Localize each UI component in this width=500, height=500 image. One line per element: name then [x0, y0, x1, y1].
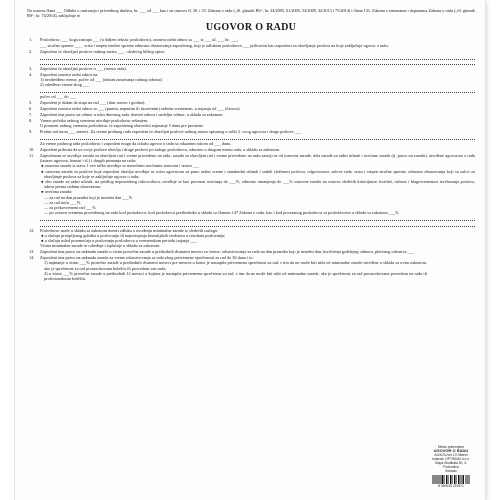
- clause-line: Zaposleni će obavljati poslove radnog mesta ___ , sledećeg bližeg opisa:: [40, 48, 165, 54]
- clause-number: 9.: [29, 129, 33, 135]
- clause-line: Zaposlenom se utvrđuje zarada za obavljeni rad i vreme provedeno na radu, zarada za obavljeni rad i vreme provedeno na radu sastoji se od osnovne zarade, dela zarade za radni učinak i uvećane zarade (tj. pravo na zaradu), utvrđene ugovorom o radu (izuzev ugovora, bonusi i sl.) i drugih primanja na radu:: [40, 152, 475, 164]
- imprint-line: Mapa Sindikata 40, 3. Podomlica: [435, 461, 467, 469]
- fill-line: [40, 134, 475, 140]
- intro-paragraph: Na osnovu člana ___ Odluke o osnivanju i privrednog društva, br. ___ od ___ kao i na osnovu čl. 30. i 33. Zakona o radu („Sl. glasnik RS“, br. 24/2005, 61/2005, 54/2009, 32/2013 i 75/2014) i člana 131. Zakona o izmenama i dopunama Zakona o radu („Sl. glasnik RS“, br. 74/2014), zaključuje se: [27, 8, 475, 19]
- fill-line: [40, 88, 475, 94]
- salary-bullet: ● osnovna zarada za poslove koje zaposleni obavlja utvrđuje se ovim ugovorom za puno radno vreme i standardni učinak i sadrži složenost poslova, odgovornost, uslove rada, vrstu i stepen stručne spreme, odnosno obrazovanja koji su uslov za obavljanje poslova za koje se zaključuje ugovor o radu;: [41, 168, 475, 179]
- clause-number: 12.: [29, 227, 35, 233]
- imprint-line: AU/KOL/ver 13 Sistem: [434, 453, 468, 457]
- clause-line: Poslodavac: ___ koga zastupa ___ (u daljem tekstu: poslodavac), zasniva radni odnos sa ___ iz ___ ul. ___ br. ___,: [40, 37, 239, 43]
- clause-line: 2) određeno vreme zbog ___: [40, 82, 90, 88]
- clause-9: [27, 129, 475, 140]
- clause-number: 2.: [29, 48, 33, 54]
- clause-subitem: 2) u visini ___% prosečne zarade u prethodnih 12 meseci u kojima je nastupila privremena sprečenost za rad, s tim da ne može biti niža od minimalne zarade, ako je sprečenost za rad prouzrokovana povredom na radu ili profesionalnom bolešću.: [44, 270, 427, 281]
- clause-number: 13.: [29, 249, 35, 255]
- publisher-imprint: [429, 445, 473, 488]
- clause-line: Zaposleni ima pravo na naknadu zarade u visini prosečne zarade u prethodnih dvanaest meseci za vreme: odsustvovanja sa rada na dan praznika koji je neradni dan, korišćenja godišnjeg odmora, plaćenog odsustva ___: [40, 249, 415, 255]
- clause-subitem: 1) najmanje u visini ___% prosečne zarade u prethodnih dvanaest meseci pre meseca u kome je nastupila privremena sprečenost za rad, s tim da ne može biti niža od minimalne zarade utvrđene u skladu sa ovim zakonom, ako je sprečenost za rad prouzrokovana bolešću ili povredom van rada;: [44, 260, 427, 271]
- clause-line: O promeni radnog vremena poslodavac će zaposlenog obavestiti najmanje 5 dana pre promene.: [40, 123, 204, 129]
- clause-line: Probni rad mora ___ meseci. Za vreme probnog rada zaposleni će obavljati poslove radnog mesta opisanog u tački 2. ovog ugovora i druge poslove ___: [40, 129, 302, 135]
- clause-3: [27, 66, 475, 71]
- clause-10: [27, 147, 475, 152]
- clause-line: Zaposleni ima pravo na naknadu zarade za vreme odsustvovanja sa rada zbog privremene sprečenosti za rad do 30 dana i to:: [40, 255, 254, 261]
- items-block-1: [27, 37, 475, 281]
- clause-line: Poslodavac može u skladu sa zakonom doneti odluku o uvođenju minimalne zarade iz sledećih razloga:: [40, 227, 219, 233]
- barcode: [432, 475, 470, 484]
- increase-item: — po osnovu vremena provedenog na radu kod poslodavca, kod poslodavca prethodnika u skladu sa članom 147 Zakona o radu, kao i kod povezanog poslodavca sa poslodavcem u skladu sa zakonom ___%: [44, 210, 399, 216]
- clause-number: 14.: [29, 255, 35, 261]
- clause-number: 4.: [29, 71, 33, 77]
- increase-item: — za rad na dan praznika koji je neradni dan ___%: [44, 194, 133, 200]
- clause-number: 6.: [29, 106, 33, 112]
- clause-8: [27, 118, 475, 128]
- imprint-line: Izdavač: OPTIMUM d.o.o.: [432, 457, 470, 461]
- clause-number: 3.: [29, 65, 33, 71]
- salary-bullet: ● deo zarade za radni učinak, na predlog neposrednog rukovodioca, utvrđuje se kao procenat uvećanja do ___%, odnosno umanjenja do ___% osnovne zarade na osnovu sledećih kriterijuma: kvalitet, tačnost i blagovremenost izvršavanja poslova, odnos prema radnim obavezama;: [41, 178, 475, 190]
- clause-13: [27, 249, 475, 254]
- clause-line: Zaposleni zasniva radni odnos sa ___ (punim, nepunim ili skraćenim) radnim vremenom, u trajanju od ___ (časova).: [40, 106, 241, 112]
- clause-4-period: [27, 94, 475, 99]
- clause-line: ___ stručne spreme ___ , vrsta i stepen stručne spreme odnosno obrazovanja zaposlenog, koji je odlukom poslodavca ___ prihvaćen kao zaposleni za obavljanje poslova na koje zaključuje ugovor o radu.: [40, 42, 389, 48]
- clause-number: 11.: [29, 152, 35, 158]
- clause-line: 1) neodređeno vreme, počev od ___ (datum zasnivanja radnog odnosa): [40, 77, 162, 83]
- clause-bullet: ● u slučaju usled poremećaja u poslovanju poslodavca u vremenskom periodu trajanja ___: [41, 237, 197, 243]
- clause-2: [27, 49, 475, 66]
- salary-bullet: ● uvećana zarada:: [41, 189, 73, 195]
- clause-number: 10.: [29, 146, 35, 152]
- document-content: [27, 8, 475, 282]
- clause-9-notice: [27, 141, 475, 146]
- clause-14: [27, 255, 475, 281]
- clause-line: Za vreme probnog rada poslodavac i zaposleni mogu da otkažu ugovor o radu sa otkaznim rokom od ___ dana.: [40, 140, 232, 146]
- clause-5: [27, 100, 475, 105]
- clause-line: Zaposleni je dužan da stupi na rad ___ (dan, mesec i godina).: [40, 100, 146, 106]
- clause-line: Zaposleni ima pravo na odmor u toku dnevnog rada, dnevni odmor i nedeljni odmor, u skladu sa zakonom.: [40, 112, 224, 118]
- document-title: UGOVOR O RADU: [205, 22, 297, 34]
- barcode-number: 8 960035 219571: [438, 484, 464, 488]
- clause-line: Zaposleni prihvata da uz svoje poslove obavlja i druge poslove po nalogu poslodavca, odnosno u drugom mestu rada, u skladu sa zakonom.: [40, 146, 281, 152]
- clause-number: 7.: [29, 112, 33, 118]
- clause-7: [27, 112, 475, 117]
- clause-line: Vreme početka radnog vremena utvrđuje poslodavac rešenjem.: [40, 118, 149, 124]
- clause-line: Zaposleni će obavljati poslove u ___ (mesto rada).: [40, 65, 127, 71]
- clause-line: Zaposleni zasniva radni odnos na:: [40, 71, 99, 77]
- clause-line: počev od ___ do ___: [40, 94, 77, 100]
- clause-line: Visina minimalne zarade se određuje i isplaćuje u skladu sa zakonom.: [40, 243, 161, 249]
- clause-12: [27, 228, 475, 249]
- imprint-line: Sokolac: [445, 469, 457, 473]
- clause-11: [27, 153, 475, 227]
- imprint-title: UGOVOR O RADU: [433, 448, 469, 453]
- clause-number: 8.: [29, 118, 33, 124]
- document-page: [15, 0, 485, 500]
- clause-6: [27, 106, 475, 111]
- clause-number: 1.: [29, 37, 33, 43]
- clause-number: 5.: [29, 100, 33, 106]
- clause-bullet: ● u slučaju pretrpljenog gubitka u poslovanju ili nepostojanja finansijskih sredstava u rezultatu poslovanja;: [41, 232, 226, 238]
- clause-4: [27, 72, 475, 93]
- imprint-line: Mesto primenjene: [437, 445, 465, 449]
- increase-item: — za prekovremeni rad ___%: [44, 205, 96, 210]
- fill-line: [40, 60, 475, 66]
- increase-item: — za rad noću ___%: [44, 199, 81, 205]
- salary-bullet: ● osnovna zarada iz stava 1 ove tačke utvrđuje se mesečnim novčanim iznosom i iznosi ___: [41, 163, 200, 169]
- fill-line: [40, 221, 475, 227]
- clause-1: [27, 37, 475, 47]
